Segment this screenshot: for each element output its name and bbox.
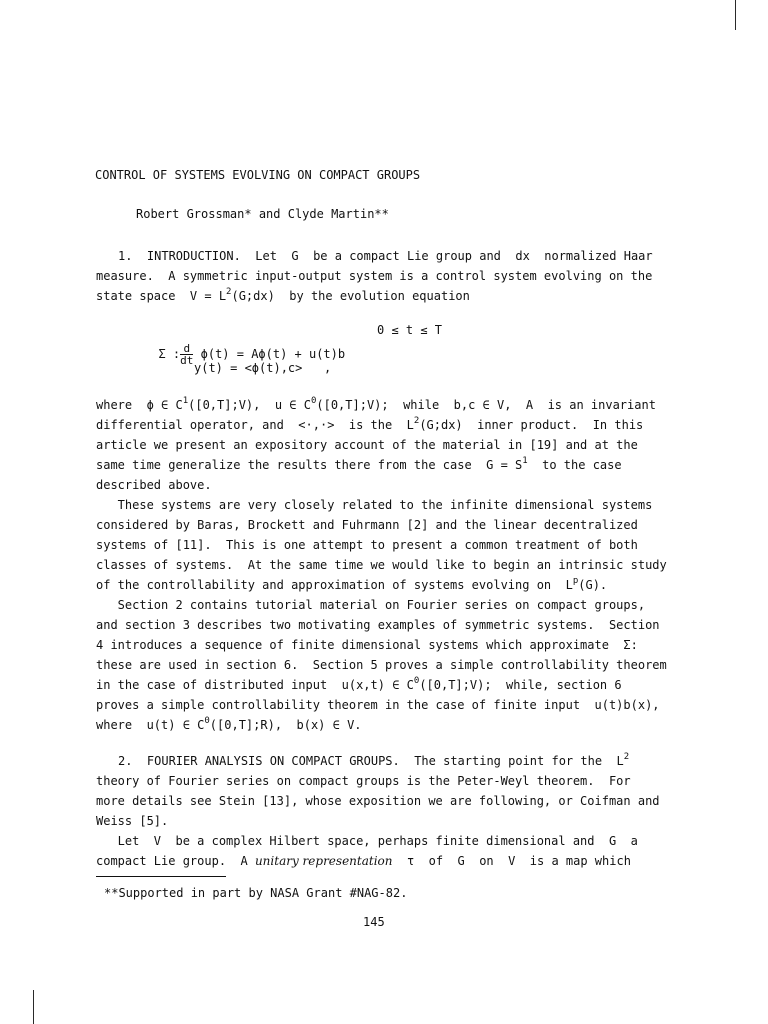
- scan-edge-left: [33, 990, 34, 1024]
- para2-line-1: These systems are very closely related to the infinite dimensional systems: [96, 498, 653, 512]
- paper-authors: Robert Grossman* and Clyde Martin**: [136, 207, 389, 221]
- para3-line-3: 4 introduces a sequence of finite dimensional systems which approximate Σ:: [96, 638, 638, 652]
- para2-line-2: considered by Baras, Brockett and Fuhrmann [2] and the linear decentralized: [96, 518, 638, 532]
- para1-line-1: where ϕ ∈ $C^1([0,T];V)$, u ∈ $C^0([0,T];V)$; while b,c ∈ V, A is an invariant: [96, 396, 656, 412]
- time-range: 0 ≤ t ≤ T: [377, 323, 443, 337]
- intro-line-2: measure. A symmetric input-output system is a control system evolving on the: [96, 269, 653, 283]
- para3-line-5: in the case of distributed input u(x,t) ∈ $C^0([0,T];V)$; while, section 6: [96, 676, 622, 692]
- para1-line-3: article we present an expository account of the material in [19] and at the: [96, 438, 638, 452]
- footnote: **Supported in part by NASA Grant #NAG-82.: [104, 886, 408, 900]
- intro-line-3: state space $V = L^2(G;dx)$ by the evolution equation: [96, 287, 470, 303]
- derivative-fraction: $\frac{d}{dt}$: [180, 342, 194, 367]
- paper-title: CONTROL OF SYSTEMS EVOLVING ON COMPACT GROUPS: [95, 168, 421, 182]
- footnote-rule: [96, 876, 226, 877]
- para3-line-7: where u(t) ∈ $C^0([0,T];R)$, b(x) ∈ V.: [96, 716, 362, 732]
- scan-edge-right: [735, 0, 736, 30]
- sec2-line-6: compact Lie group. A unitary representation τ of G on V is a map which: [96, 854, 631, 868]
- para2-line-3: systems of [11]. This is one attempt to present a common treatment of both: [96, 538, 638, 552]
- para1-line-2: differential operator, and <·,·> is the $L^2(G;dx)$ inner product. In this: [96, 416, 644, 432]
- sec2-line-3: more details see Stein [13], whose exposition we are following, or Coifman and: [96, 794, 660, 808]
- intro-line-1: 1. INTRODUCTION. Let G be a compact Lie group and dx normalized Haar: [118, 249, 653, 263]
- sec2-line-1: 2. FOURIER ANALYSIS ON COMPACT GROUPS. The starting point for the $L^2$: [118, 752, 630, 768]
- para3-line-2: and section 3 describes two motivating examples of symmetric systems. Section: [96, 618, 660, 632]
- sec2-line-2: theory of Fourier series on compact groups is the Peter-Weyl theorem. For: [96, 774, 631, 788]
- sec2-line-5: Let V be a complex Hilbert space, perhaps finite dimensional and G a: [96, 834, 638, 848]
- para3-line-4: these are used in section 6. Section 5 proves a simple controllability theorem: [96, 658, 667, 672]
- evolution-equation: Σ : $\frac{d}{dt}$ ϕ(t) = Aϕ(t) + u(t)b: [158, 342, 346, 367]
- para2-line-5: of the controllability and approximation of systems evolving on $L^p(G)$.: [96, 576, 608, 592]
- para3-line-1: Section 2 contains tutorial material on Fourier series on compact groups,: [96, 598, 646, 612]
- para3-line-6: proves a simple controllability theorem in the case of finite input u(t)b(x),: [96, 698, 660, 712]
- output-equation: y(t) = <ϕ(t),c> ,: [194, 361, 332, 375]
- sec2-line-4: Weiss [5].: [96, 814, 169, 828]
- page-number: 145: [363, 915, 385, 929]
- para2-line-4: classes of systems. At the same time we would like to begin an intrinsic study: [96, 558, 667, 572]
- para1-line-5: described above.: [96, 478, 212, 492]
- para1-line-4: same time generalize the results there from the case $G = S^1$ to the case: [96, 456, 622, 472]
